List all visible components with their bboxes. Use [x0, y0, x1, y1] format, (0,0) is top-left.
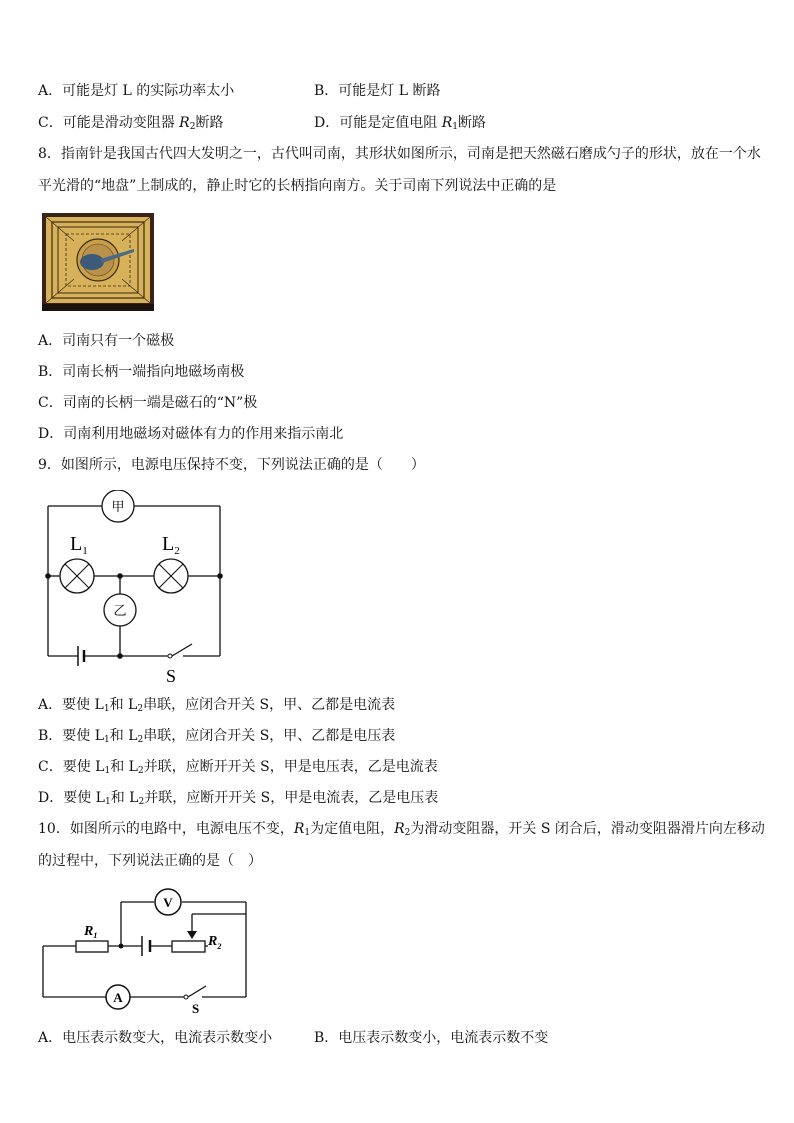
- lamp-l1-label: $L_1$: [70, 533, 88, 557]
- rheostat-r2-icon: [172, 941, 205, 952]
- sinan-compass-image: [42, 213, 154, 311]
- q7-option-a: A．可能是灯 L 的实际功率太小: [38, 83, 235, 99]
- q8-option-a: A．司南只有一个磁极: [38, 333, 175, 349]
- lamp-l2-label: $L_2$: [162, 533, 180, 557]
- switch-s-label: S: [166, 666, 177, 685]
- q7-option-b: B．可能是灯 L 断路: [314, 83, 441, 99]
- q9-circuit-diagram: [38, 490, 228, 685]
- q8-stem-line1: 8．指南针是我国古代四大发明之一，古代叫司南，其形状如图所示，司南是把天然磁石磨成勺子的形状，放在一个水: [38, 146, 761, 162]
- rheostat-r2-label: $R_2$: [208, 934, 222, 951]
- q9-option-b: B．要使 $L_1$和 $L_2$串联，应闭合开关 S，甲、乙都是电压表: [38, 728, 396, 745]
- q10-option-b: B．电压表示数变小，电流表示数不变: [314, 1030, 549, 1046]
- q9-option-d: D．要使 $L_1$和 $L_2$并联，应断开开关 S，甲是电流表，乙是电压表: [38, 790, 439, 807]
- q7-option-c: C．可能是滑动变阻器 $R_2$断路: [38, 115, 224, 132]
- voltmeter-label: V: [163, 895, 173, 910]
- q8-option-c: C．司南的长柄一端是磁石的“N”极: [38, 395, 258, 411]
- q10-circuit-diagram: [38, 885, 258, 1015]
- resistor-r1-icon: [76, 941, 108, 952]
- q10-stem-line2: 的过程中，下列说法正确的是（ ）: [38, 853, 262, 869]
- q10-stem-line1: 10．如图所示的电路中，电源电压不变，$R_1$为定值电阻，$R_2$为滑动变阻器，开关 S 闭合后，滑动变阻器滑片向左移动: [38, 821, 765, 838]
- q8-option-d: D．司南利用地磁场对磁体有力的作用来指示南北: [38, 426, 344, 442]
- meter-jia-label: 甲: [111, 499, 125, 514]
- q8-option-b: B．司南长柄一端指向地磁场南极: [38, 364, 245, 380]
- q9-option-c: C．要使 $L_1$和 $L_2$并联，应断开开关 S，甲是电压表，乙是电流表: [38, 759, 438, 776]
- lamp-l1-icon: [60, 559, 94, 593]
- q9-stem: 9．如图所示，电源电压保持不变，下列说法正确的是（ ）: [38, 457, 425, 473]
- q7-option-d: D．可能是定值电阻 $R_1$断路: [314, 115, 486, 132]
- q8-stem-line2: 平光滑的“地盘”上制成的，静止时它的长柄指向南方。关于司南下列说法中正确的是: [38, 178, 557, 194]
- ammeter-label: A: [113, 990, 123, 1005]
- lamp-l2-icon: [154, 559, 188, 593]
- q10-option-a: A．电压表示数变大，电流表示数变小: [38, 1030, 273, 1046]
- meter-yi-label: 乙: [113, 603, 127, 618]
- resistor-r1-label: $R_1$: [84, 924, 98, 940]
- switch-s-label: S: [192, 1001, 200, 1015]
- q9-option-a: A．要使 $L_1$和 $L_2$串联，应闭合开关 S，甲、乙都是电流表: [38, 697, 396, 714]
